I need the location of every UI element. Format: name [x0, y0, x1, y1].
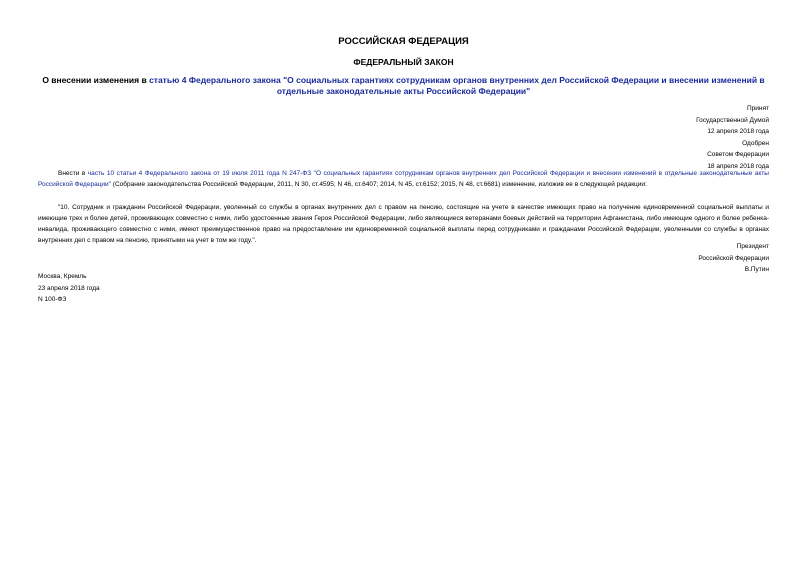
law-number: N 100-ФЗ	[38, 296, 67, 303]
signer-name: В.Путин	[744, 266, 769, 273]
paragraph-suffix: (Собрание законодательства Российской Федерации, 2011, N 30, ст.4595; N 46, ст.6407; 2014, N 45, ст.6152; 2015, N 48, ст.6681) изменение, изложив ее в следующей редакции:	[111, 181, 647, 188]
signer-role-country: Российской Федерации	[698, 254, 769, 262]
accepted-label: Принят	[746, 105, 769, 112]
new-wording-paragraph: "10. Сотрудник и гражданин Российской Федерации, уволенный со службы в органах внутренних дел с правом на пенсию, состоящие на учете в качестве имеющих право на получение единовременной социальной выплаты и имеющие трех и более детей, проживающих совместно с ними, либо удостоенные звания Героя Российской Федерации, либо являющиеся ветеранами боевых действий на территории Афганистана, либо имеющие одного и более ребенка-инвалида, проживающего совместно с ними, имеют преимущественное право на предоставление им единовременной социальной выплаты перед сотрудниками и гражданами Российской Федерации, уволенными со службы в органах внутренних дел с правом на пенсию, принятыми на учет в том же году.".	[38, 204, 769, 244]
footer-block	[38, 271, 100, 306]
approved-label: Одобрен	[742, 139, 769, 147]
amendment-paragraph	[38, 168, 769, 190]
doc-type-heading: ФЕДЕРАЛЬНЫЙ ЗАКОН	[353, 57, 454, 67]
country-heading: РОССИЙСКАЯ ФЕДЕРАЦИЯ	[338, 36, 469, 47]
signature-block	[698, 241, 769, 276]
accepted-by: Государственной Думой	[696, 116, 769, 124]
signing-date: 23 апреля 2018 года	[38, 284, 100, 292]
law-title-prefix: О внесении изменения в	[42, 75, 150, 85]
law-title-link[interactable]: статью 4 Федерального закона "О социальных гарантиях сотрудникам органов внутренних дел Российской Федерации и внесении изменений в отдельные законодательные акты Российской Федерации"	[149, 75, 765, 96]
adoption-block	[696, 103, 769, 172]
paragraph-prefix: Внести в	[58, 170, 88, 177]
signing-place: Москва, Кремль	[38, 273, 87, 280]
accepted-date: 12 апреля 2018 года	[707, 128, 769, 135]
referenced-law-link[interactable]: часть 10 статьи 4 Федерального закона от 19 июля 2011 года N 247-ФЗ "О социальных гарантиях сотрудникам органов внутренних дел Российской Федерации и внесении изменений в отдельные законодательные акты Российской Федерации"	[38, 170, 769, 188]
signer-role: Президент	[736, 243, 769, 250]
approved-by: Советом Федерации	[707, 151, 769, 158]
approved-date: 18 апреля 2018 года	[707, 162, 769, 170]
law-title	[40, 75, 767, 97]
